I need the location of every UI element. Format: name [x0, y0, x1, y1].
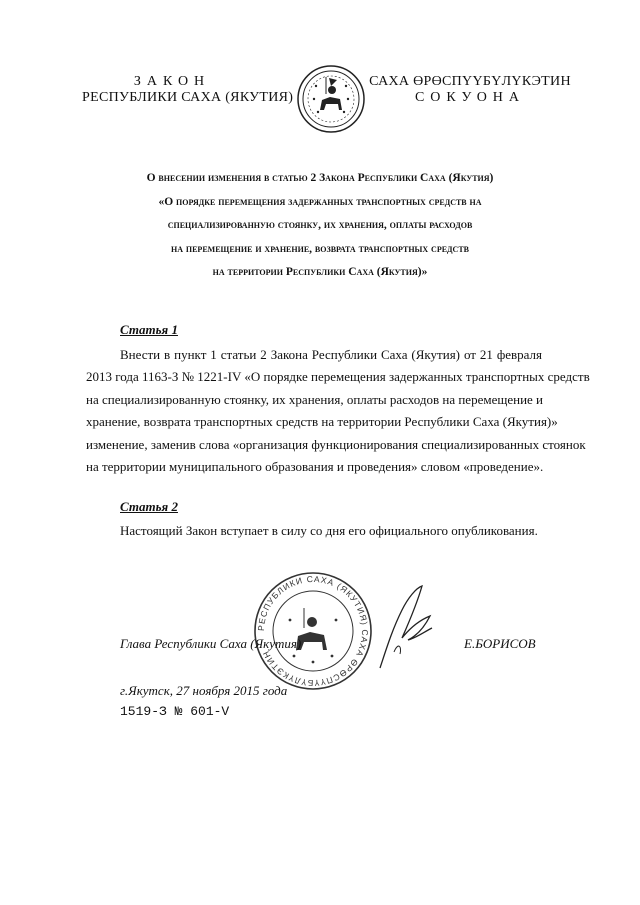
header-right-subtitle: СОКУОНА — [414, 90, 526, 105]
signatory-name: Е.БОРИСОВ — [464, 636, 536, 651]
article-1-body — [86, 344, 590, 478]
title-line: «О порядке перемещения задержанных транспортных средств на — [158, 195, 482, 208]
article-1-heading: Статья 1 — [120, 322, 178, 337]
signatory-position: Глава Республики Саха (Якутия) — [120, 636, 302, 651]
handwritten-signature — [372, 580, 442, 675]
article-2-text: Настоящий Закон вступает в силу со дня его официального опубликования. — [120, 523, 538, 538]
article-2-heading: Статья 2 — [120, 499, 178, 514]
seal-text: РЕСПУБЛИКИ САХА (ЯКУТИЯ) САХА ӨРӨСПҮҮБҮЛҮКЭТИН — [255, 573, 371, 689]
article-1-line: 2013 года 1163-З № 1221-IV «О порядке перемещения задержанных транспортных средств — [86, 369, 590, 385]
document-title — [80, 167, 560, 285]
title-line: специализированную стоянку, их хранения, оплаты расходов — [167, 219, 473, 231]
article-1-line: изменение, заменив слова «организация функционирования специализированных стоянок — [86, 436, 586, 452]
coat-of-arms-emblem — [296, 64, 366, 134]
article-1-line: хранение, возврата транспортных средств на территории Республики Саха (Якутия)» — [86, 414, 558, 430]
article-1-line: на специализированную стоянку, их хранения, оплаты расходов на перемещение и — [86, 391, 544, 407]
place-and-date: г.Якутск, 27 ноября 2015 года — [120, 683, 288, 698]
title-line: О внесении изменения в статью 2 Закона Республики Саха (Якутия) — [146, 172, 494, 184]
header-left-title: ЗАКОН — [133, 74, 211, 89]
law-number: 1519-З № 601-V — [120, 704, 230, 719]
header-right-title: САХА ӨРӨСПҮҮБҮЛҮКЭТИН — [369, 74, 571, 89]
header-left-subtitle: РЕСПУБЛИКИ САХА (ЯКУТИЯ) — [82, 90, 294, 105]
article-1-line: Внести в пункт 1 статьи 2 Закона Республики Саха (Якутия) от 21 февраля — [120, 347, 542, 362]
official-seal — [252, 570, 374, 692]
title-line: на перемещение и хранение, возврата транспортных средств — [171, 242, 469, 255]
article-1-line: на территории муниципального образования и проведения» словом «проведение». — [86, 458, 544, 474]
title-line: на территории Республики Саха (Якутия)» — [212, 266, 428, 278]
